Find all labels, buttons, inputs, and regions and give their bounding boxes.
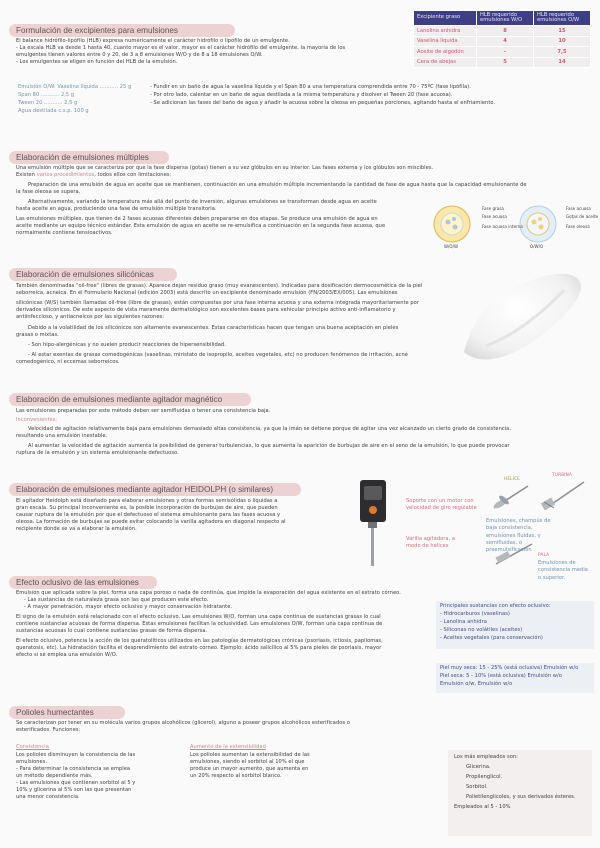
table-cell: 14	[534, 57, 591, 68]
box-item: - Hidrocarburos (vaselinas)	[440, 611, 510, 617]
diagram-circle-inner	[527, 213, 549, 235]
table-cell: -	[477, 47, 534, 58]
table-row	[414, 26, 591, 37]
text-line: gran escala. Su principal inconveniente es, la posible incorporación de burbujas de aire, que pueden	[16, 505, 278, 511]
column-line: emulsiones.	[16, 759, 48, 765]
text-line: resultando una emulsión inestable.	[16, 433, 108, 439]
text-line: contiene sustancias acuosas de forma dispersa. Estas emulsiones facilitan la oclusividad. Las emulsiones O/W, forman una capa continua de	[16, 621, 383, 627]
text-line: ruptura de la emulsión y un sistema emulsionante defectuoso.	[16, 450, 179, 456]
heidolph-stirrer-image	[352, 478, 402, 570]
diagram-label: Fase acuosa	[566, 206, 591, 211]
box-item: Piel seca: 5 - 10% (está oclusiva) Emulsión w/o	[440, 673, 562, 679]
diagram-label: Fase oleosa	[566, 224, 590, 229]
box-item: - Aceites vegetales (para conservación)	[440, 635, 543, 641]
column-line: Los polioles disminuyen la consistencia de las	[16, 752, 136, 758]
label-turbina: TURBINA	[552, 473, 572, 478]
text-line: Velocidad de agitación relativamente baja para emulsiones demasiado altas consistencia, ya que la imán se detiene porque de agitar una vez alcanzado un cierto grado de consistencia,	[28, 426, 512, 432]
box-item: Sorbitol.	[466, 784, 488, 790]
text-line: - A mayor penetración, mayor efecto oclusivo y mayor conservación hidratante.	[24, 604, 233, 610]
text-line: comedogénico, ni eccemas seborreicos.	[16, 359, 120, 365]
column-title-consistencia: Consistencia	[16, 744, 49, 750]
text-line: esterificados. Funciones:	[16, 727, 81, 733]
text-line: Al aumentar la velocidad de agitación aumenta la posibilidad de generar turbulencias, lo que aumenta la aparición de burbujas de aire en el seno de la emulsión, lo que puede provocar	[28, 443, 510, 449]
table-cell: Vaselina líquida	[414, 36, 477, 47]
pala-impeller-icon	[492, 540, 536, 568]
annotation-varilla: Varilla agitadora, a modo de hélices	[406, 536, 456, 550]
diagram-circle-inner	[441, 213, 463, 235]
text-line: También denominadas "oil-free" (libres de grasas). Aparece dejan residuo graso (muy evanescentes). Indicadas para dosificación dermocosmética de la piel	[16, 283, 423, 289]
diagram-label: Fase acuosa	[482, 214, 507, 219]
diagram-label: Fase acuosa interna	[482, 224, 523, 229]
text-line: - Son hipo-alergénicas y no suelen producir reacciones de hipersensibilidad.	[28, 342, 226, 348]
box-item: - Siliconas no volátiles (aceites)	[440, 627, 523, 633]
annotation-pala-uses: Emulsiones de consistencia media o superior.	[538, 560, 588, 581]
procedure-line: - Por otro lado, calentar en un baño de agua destilada a la misma temperatura y disolver el Tween 20 (fase acuosa).	[150, 92, 453, 98]
column-line: produce un mayor aumento, que aumenta en	[190, 766, 309, 772]
text-line: Las emulsiones múltiples, que tienen de 2 fases acuosas diferentes deben prepararse en dos etapas. Se produce una emulsión de agua en	[16, 216, 378, 222]
section-title-siliconicas: Elaboración de emulsiones silicónicas	[16, 270, 154, 279]
text-line: causar ruptura de la emulsión por que el defectuoso el sistema emulsionante para las fases acuosa y	[16, 512, 281, 518]
column-line: un método dependiente más.	[16, 773, 93, 779]
box-item: Emulsión o/w, Emulsión w/o	[440, 681, 513, 687]
text-line: Alternativamente, variando la temperatura más allá del punto de inversión, algunas emulsiones se transforman desde agua en aceite	[28, 199, 377, 205]
table-header: Excipiente graso	[414, 11, 477, 26]
text-line: emulgentes tienen valores entre 0 y 20, de 3 a 8 emulsiones W/O y de 8 a 18 emulsiones O/W.	[16, 52, 263, 58]
text-line: Preparación de una emulsión de agua en aceite que se mantienen, continuación en una emulsión múltiple incrementando la cantidad de fase de agua hasta que la capacidad emulsionante de	[28, 182, 527, 188]
text-line: - Los emulgentes se eligen en función del HLB de la emulsión.	[16, 59, 178, 65]
column-line: Los polioles aumentan la extensibilidad de las	[190, 752, 310, 758]
box-item: Propilenglicol.	[466, 774, 503, 780]
column-line: un 20% respecto al sorbitol blanco.	[190, 773, 282, 779]
diagram-droplet	[452, 217, 456, 221]
table-cell: 8	[477, 26, 534, 37]
box-item: - Lanolina anhidra	[440, 619, 487, 625]
cream-swatch-image	[452, 260, 588, 370]
stirrer-rod	[371, 522, 374, 566]
diagram-label: Gotas de aceite	[566, 214, 599, 219]
diagram-droplet	[532, 220, 537, 225]
text-line: derivados silicónicos. De este aspecto de vista meramente dermatológico son excelentes bases para vehicular principio activo anti-inflamatorio y	[16, 307, 396, 313]
table-row	[414, 47, 591, 58]
text-line: Una emulsión múltiple que se caracteriza por que la fase dispersa (gotas) tienen a su vez glóbulos en su interior. Las fases externa y los glóbulos son miscibles.	[16, 165, 434, 171]
box-item: Polietilenglicoles, y sus derivados ésteres.	[466, 794, 576, 800]
section-title-multiples: Elaboración de emulsiones múltiples	[16, 153, 149, 162]
section-title-heidolph: Elaboración de emulsiones mediante agitador HEIDOLPH (o similares)	[16, 485, 274, 494]
text-span: Existen	[16, 172, 36, 178]
box-title: Principales sustancias con efecto oclusivo:	[440, 603, 551, 609]
text-line: antiinfeccioso, y antiacneicos por las siguientes razones:	[16, 314, 164, 320]
section-title-formulacion: Formulación de excipientes para emulsiones	[16, 26, 179, 35]
text-line: oleosa. La formación de burbujas se puede evitar colocando la varilla agitadora en diagonal respecto al	[16, 519, 286, 525]
text-line: normalmente contiene tensioactivos.	[16, 230, 113, 236]
text-line: silicónicas (W/S) también llamadas oil-free (libre de grasas), están compuestas por una fase interna acuosa y una externa integrada mayoritariamente por	[16, 300, 419, 306]
diagram-label: Fase grasa	[482, 206, 504, 211]
table-cell: 5	[477, 57, 534, 68]
box-footer: Empleados al 5 - 10%	[454, 804, 511, 810]
label-pala: PALA	[538, 553, 550, 558]
text-line	[16, 172, 171, 179]
column-line: - Las emulsiones que contienen sorbitol al 5 y	[16, 780, 136, 786]
text-span: , todos ellos con limitaciones:	[94, 172, 172, 178]
text-line: El agitador Heidolph está diseñado para elaborar emulsiones y otras formas semisólidas o líquidas a	[16, 498, 278, 504]
stirrer-panel	[364, 486, 382, 500]
section-title-oclusivo: Efecto oclusivo de las emulsiones	[16, 578, 139, 587]
section-title-agitador-magnetico: Elaboración de emulsiones mediante agitador magnético	[16, 395, 223, 404]
column-title-extensibilidad: Aumento de la extensibilidad	[190, 744, 266, 750]
text-line: El efecto oclusivo, potencia la acción de los queratolíticos utilizados en las patologías dermatológicas crónicas (psoriasis, ictiosis, papilomas,	[16, 638, 383, 644]
table-row	[414, 57, 591, 68]
column-line: 10% y glicerina al 5% son las que presentan	[16, 787, 132, 793]
table-cell: 15	[534, 26, 591, 37]
text-line: queratosis, etc). La hidratación facilita el desprendimiento del estrato córneo. Ejemplo: ácido salicílico al 5% para pieles de psoriasis, mayor	[16, 645, 382, 651]
polioles-box	[448, 750, 592, 836]
table-cell: Lanolina anhidra	[414, 26, 477, 37]
procedure-line: - Fundir en un baño de agua la vaselina líquida y el Span 80 a una temperatura comprendida entre 70 - 75ºC (fase lipófila).	[150, 84, 471, 90]
text-line: efecto si se emplea una emulsión W/O.	[16, 652, 118, 658]
hlb-table	[413, 10, 591, 68]
turbina-impeller-icon	[540, 478, 588, 512]
text-line: aceite mediante un equipo técnico estándar. Esta emulsión de agua en aceite se re-emulsifica a continuación en la segunda fase acuosa, que	[16, 223, 386, 229]
text-line: El balance hidrófilo-lipófilo (HLB) expresa numéricamente el carácter hidrófilo o lipófilo de un emulgente.	[16, 38, 290, 44]
text-line: hasta aceite en agua, produciendo una fase de emulsión múltiple transitoria.	[16, 206, 217, 212]
text-line: grasas o mixtas.	[16, 332, 59, 338]
diagram-label: W/O/W	[444, 244, 459, 249]
text-line: Debido a la volatilidad de los silicónicos son altamente evanescentes. Estas características hacen que tengan una buena aceptación en pieles	[28, 325, 399, 331]
text-line: Se caracterizan por tener en su molécula varios grupos alcohólicos (glicerol), alguno a poseer grupos alcohólicos esterificados o	[16, 720, 350, 726]
box-item: Piel muy seca: 15 - 25% (está oclusiva) Emulsión w/o	[440, 665, 579, 671]
table-cell: Cera de abejas	[414, 57, 477, 68]
text-line: Las emulsiones preparadas por este método deben ser semifluidas o tener una consistencia baja.	[16, 408, 271, 414]
helice-impeller-icon	[490, 482, 532, 512]
text-line: la fase oleosa se supera.	[16, 189, 81, 195]
table-row	[414, 36, 591, 47]
diagram-droplet	[538, 217, 542, 221]
table-cell: 7,5	[534, 47, 591, 58]
text-line: - La escala HLB va desde 1 hasta 40, cuanto mayor es el valor, mayor es el carácter hidrófilo del emulgente, la mayoría de los	[16, 45, 346, 51]
section-title-polioles: Polioles humectantes	[16, 708, 94, 717]
text-line: recipiente donde se va a elaborar la emulsión.	[16, 526, 137, 532]
formula-line: Emulsión O/W: Vaselina líquida ........... 25 g	[18, 84, 132, 90]
text-line: sustancias acuosas lo cual contiene sustancias grasas de forma dispersa.	[16, 628, 208, 634]
diagram-droplet	[453, 225, 458, 230]
subheading: Inconvenientes:	[16, 417, 58, 423]
column-line: una menor consistencia.	[16, 794, 80, 800]
formula-line: Span 80 ........... 2,5 g	[18, 92, 75, 98]
box-item: Glicerina.	[466, 764, 491, 770]
formula-line: Agua destilada c.s.p. 100 g	[18, 108, 89, 114]
table-cell: Aceite de algodón	[414, 47, 477, 58]
table-cell: 10	[534, 36, 591, 47]
highlight-span: varios procedimientos	[36, 172, 95, 178]
box-title: Los más empleados son:	[454, 754, 518, 760]
stirrer-chuck	[368, 522, 377, 528]
table-cell: 4	[477, 36, 534, 47]
table-header: HLB requerido emulsiones W/O	[477, 11, 534, 26]
annotation-helice-uses: Emulsiones, champús de baja consistencia, emulsiones fluidas, y semifluidas, o preemulsificación	[486, 518, 551, 554]
diagram-label: O/W/O	[530, 244, 544, 249]
formula-line: Tween 20 ........... 2,5 g	[18, 100, 78, 106]
text-line: seborreica, acneica. En el Formulario Nacional (edición 2003) está descrito un excipiente denominado emulsión (FN/2003/EX/005). Las emulsiones	[16, 290, 398, 296]
diagram-droplet	[539, 225, 544, 230]
text-line: - Las sustancias de naturaleza grasa son las que producen este efecto.	[24, 597, 209, 603]
annotation-motor: Soporte con un motor con velocidad de giro regulable	[406, 498, 477, 512]
procedure-line: - Se adicionan las fases del baño de agua y añadir la acuosa sobre la oleosa en pequeñas porciones, agitando hasta el enfriamiento.	[150, 100, 496, 106]
diagram-droplet	[446, 220, 451, 225]
text-line: Emulsión que aplicada sobre la piel, forma una capa poroso o nada de continúa, que impide la evaporación del agua existente en el estrato córneo.	[16, 590, 401, 596]
label-helice: HÉLICE	[504, 477, 520, 482]
text-line: - Al estar exentas de grasas comedogénicas (vaselinas, miristato de isopropilo, aceites vegetales, etc) no producen fenómenos de irritación, acné	[28, 352, 408, 358]
column-line: emulsiones, siendo el sorbitol al 10% el que	[190, 759, 305, 765]
text-line: El signo de la emulsión está relacionado con el efecto oclusivo. Las emulsiones W/O, forman una capa continua de sustancias grasas lo cual	[16, 614, 381, 620]
table-header: HLB requerido emulsiones O/W	[534, 11, 591, 26]
stirrer-knob	[369, 506, 377, 514]
column-line: - Para determinar la consistencia se emplea	[16, 766, 131, 772]
table-header-row	[414, 11, 591, 26]
